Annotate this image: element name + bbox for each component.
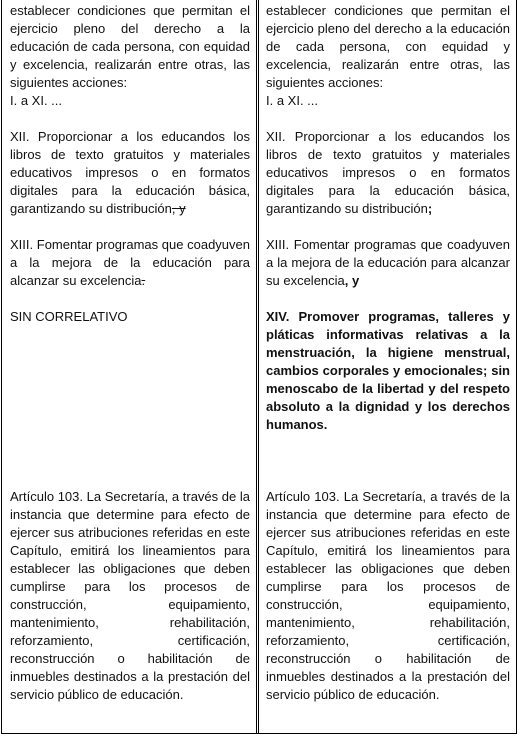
proposed-text-column [259,0,516,733]
fraction-range: I. a XI. ... [10,93,63,108]
intro-paragraph: establecer condiciones que permitan el ejercicio pleno del derecho a la educación de cada persona, con equidad y excelencia, realizarán entre otras, las siguientes acciones: [266,3,510,90]
no-correlative-label: SIN CORRELATIVO [10,309,128,324]
fraction-xiv: XIV. Promover programas, talleres y pláticas informativas relativas a la menstruación, la higiene menstrual, cambios corporales y emocionales; sin menoscabo de la libertad y del respeto absoluto a la dignidad y los derechos humanos. [266,309,510,432]
fraction-range: I. a XI. ... [266,93,319,108]
article-103: Artículo 103. La Secretaría, a través de la instancia que determine para efecto de ejercer sus atribuciones referidas en este Capítulo, emitirá los lineamientos para establecer las obligaciones que deben cumplirse para los procesos de construcción, equipamiento, mantenimiento, rehabilitación, reforzamiento, certificación, reconstrucción o habilitación de inmuebles destinados a la prestación del servicio público de educación. [266,489,510,702]
fraction-xii: XII. Proporcionar a los educandos los libros de texto gratuitos y materiales educativos impresos o en formatos digitales para la educación básica, garantizando su distribución, y [10,129,250,216]
current-text-column [2,0,259,733]
deleted-text: , y [171,201,186,216]
fraction-xiii: XIII. Fomentar programas que coadyuven a la mejora de la educación para alcanzar su excelencia. [10,237,250,288]
comparison-table [1,0,517,734]
intro-paragraph: establecer condiciones que permitan el ejercicio pleno del derecho a la educación de cada persona, con equidad y excelencia, realizarán entre otras, las siguientes acciones: [10,3,250,90]
article-103: Artículo 103. La Secretaría, a través de la instancia que determine para efecto de ejercer sus atribuciones referidas en este Capítulo, emitirá los lineamientos para establecer las obligaciones que deben cumplirse para los procesos de construcción, equipamiento, mantenimiento, rehabilitación, reforzamiento, certificación, reconstrucción o habilitación de inmuebles destinados a la prestación del servicio público de educación. [10,489,250,702]
fraction-xiii: XIII. Fomentar programas que coadyuven a la mejora de la educación para alcanzar su excelencia, y [266,237,510,288]
added-text: , y [344,273,360,288]
added-text: ; [427,201,433,216]
fraction-xii: XII. Proporcionar a los educandos los libros de texto gratuitos y materiales educativos impresos o en formatos digitales para la educación básica, garantizando su distribución; [266,129,510,216]
deleted-text: . [141,273,146,288]
